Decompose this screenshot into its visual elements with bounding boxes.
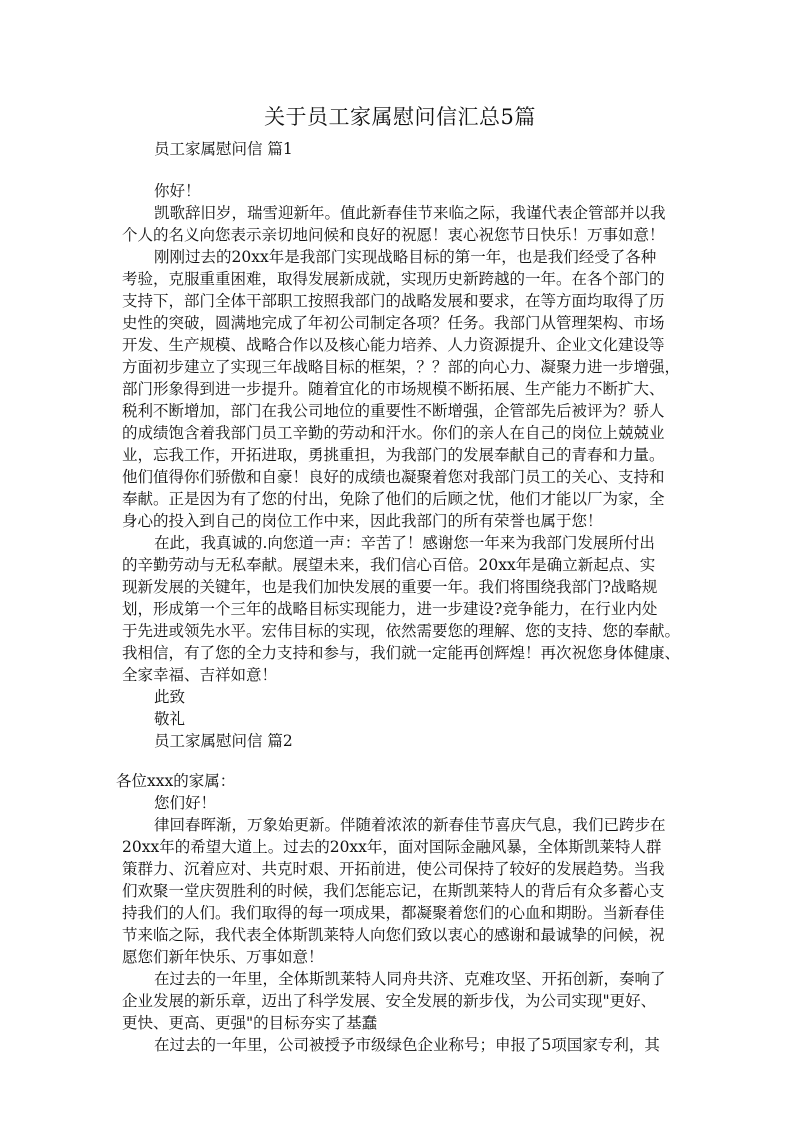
paragraph-line: 策群力、沉着应对、共克时艰、开拓前进，使公司保持了较好的发展趋势。当我 <box>122 860 665 878</box>
paragraph-line: 支持下，部门全体干部职工按照我部门的战略发展和要求，在等方面均取得了历 <box>122 292 665 310</box>
paragraph-line: 个人的名义向您表示亲切地问候和良好的祝愿！衷心祝您节日快乐！万事如意！ <box>122 226 665 244</box>
paragraph-line: 在过去的一年里，公司被授予市级绿色企业称号；申报了5项国家专利，其 <box>154 1036 660 1054</box>
paragraph-line: 在过去的一年里，全体斯凯莱特人同舟共济、克难攻坚、开拓创新，奏响了 <box>154 970 666 988</box>
paragraph-line: 节来临之际，我代表全体斯凯莱特人向您们致以衷心的感谢和最诚挚的问候，祝 <box>122 926 665 944</box>
letter1-closing: 此致 <box>154 688 186 706</box>
letter2-heading: 员工家属慰问信 篇2 <box>154 732 293 750</box>
letter1-heading: 员工家属慰问信 篇1 <box>154 140 293 158</box>
paragraph-line: 凯歌辞旧岁，瑞雪迎新年。值此新春佳节来临之际，我谨代表企管部并以我 <box>154 204 666 222</box>
paragraph-line: 税利不断增加，部门在我公司地位的重要性不断增强，企管部先后被评为？骄人 <box>122 402 665 420</box>
paragraph-line: 我相信，有了您的全力支持和参与，我们就一定能再创辉煌！再次祝您身体健康、 <box>122 644 681 662</box>
paragraph-line: 史性的突破，圆满地完成了年初公司制定各项？任务。我部门从管理架构、市场 <box>122 314 665 332</box>
paragraph-line: 考验，克服重重困难，取得发展新成就，实现历史新跨越的一年。在各个部门的 <box>122 270 665 288</box>
paragraph-line: 划，形成第一个三年的战略目标实现能力，进一步建设?竞争能力，在行业内处 <box>122 600 658 618</box>
paragraph-line: 他们值得你们骄傲和自豪！良好的成绩也凝聚着您对我部门员工的关心、支持和 <box>122 468 665 486</box>
letter2-salutation: 各位xxx的家属： <box>116 772 236 790</box>
paragraph-line: 业，忘我工作，开拓进取，勇挑重担，为我部门的发展奉献自己的青春和力量。 <box>122 446 665 464</box>
paragraph-line: 愿您们新年快乐、万事如意！ <box>122 948 324 966</box>
paragraph-line: 律回春晖渐，万象始更新。伴随着浓浓的新春佳节喜庆气息，我们已跨步在 <box>154 816 666 834</box>
paragraph-line: 现新发展的关键年，也是我们加快发展的重要一年。我们将围绕我部门?战略规 <box>122 578 658 596</box>
paragraph-line: 的成绩饱含着我部门员工辛勤的劳动和汗水。你们的亲人在自己的岗位上兢兢业 <box>122 424 665 442</box>
paragraph-line: 们欢聚一堂庆贺胜利的时候，我们怎能忘记，在斯凯莱特人的背后有众多蓄心支 <box>122 882 665 900</box>
paragraph-line: 全家幸福、吉祥如意！ <box>122 666 278 684</box>
paragraph-line: 方面初步建立了实现三年战略目标的框架，？？部的向心力、凝聚力进一步增强， <box>122 358 681 376</box>
paragraph-line: 奉献。正是因为有了您的付出，免除了他们的后顾之忧，他们才能以厂为家，全 <box>122 490 665 508</box>
paragraph-line: 开发、生产规模、战略合作以及核心能力培养、人力资源提升、企业文化建设等 <box>122 336 665 354</box>
paragraph-line: 刚刚过去的20xx年是我部门实现战略目标的第一年，也是我们经受了各种 <box>154 248 657 266</box>
letter1-greeting: 你好！ <box>154 182 201 200</box>
paragraph-line: 在此，我真诚的.向您道一声：辛苦了！感谢您一年来为我部门发展所付出 <box>154 534 655 552</box>
paragraph-line: 企业发展的新乐章，迈出了科学发展、安全发展的新步伐，为公司实现"更好、 <box>122 992 657 1010</box>
letter2-greeting: 您们好！ <box>154 794 217 812</box>
paragraph-line: 20xx年的希望大道上。过去的20xx年，面对国际金融风暴，全体斯凯莱特人群 <box>122 838 662 856</box>
paragraph-line: 于先进或领先水平。宏伟目标的实现，依然需要您的理解、您的支持、您的奉献。 <box>122 622 681 640</box>
paragraph-line: 更快、更高、更强"的目标夯实了基蠢 <box>122 1014 378 1032</box>
document-title: 关于员工家属慰问信汇总5篇 <box>264 105 536 129</box>
paragraph-line: 持我们的人们。我们取得的每一项成果，都凝聚着您们的心血和期盼。当新春佳 <box>122 904 665 922</box>
letter1-salute: 敬礼 <box>154 710 186 728</box>
paragraph-line: 的辛勤劳动与无私奉献。展望未来，我们信心百倍。20xx年是确立新起点、实 <box>122 556 656 574</box>
paragraph-line: 部门形象得到进一步提升。随着宜化的市场规模不断拓展、生产能力不断扩大、 <box>122 380 665 398</box>
paragraph-line: 身心的投入到自己的岗位工作中来，因此我部门的所有荣誉也属于您！ <box>122 512 603 530</box>
